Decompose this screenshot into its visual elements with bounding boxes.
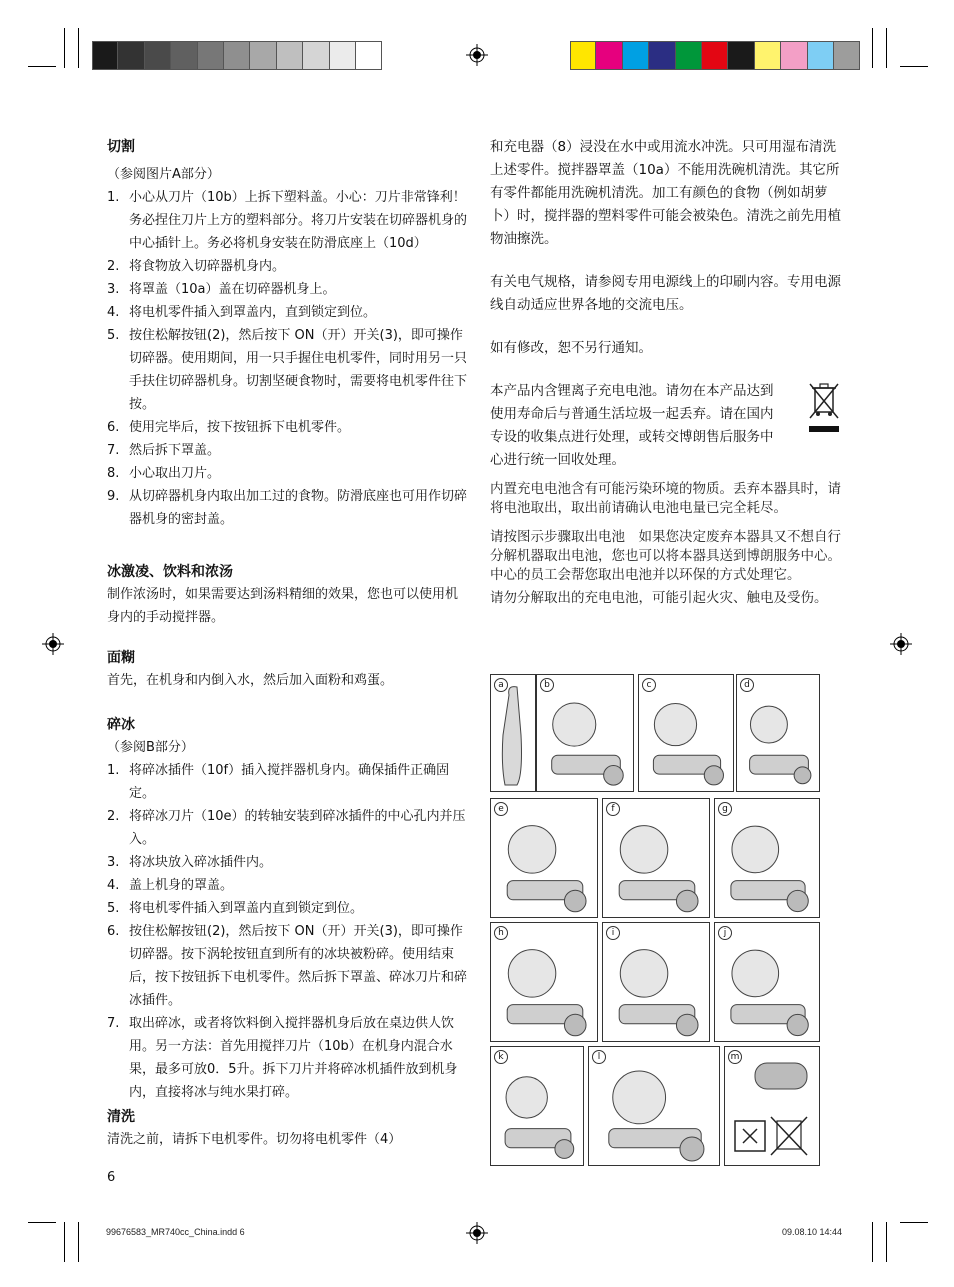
list-item-number: 7. [107, 443, 120, 458]
figure-illustration [715, 799, 820, 918]
figure-label: d [740, 678, 754, 692]
list-item-number: 5. [107, 901, 120, 916]
list-item-number: 9. [107, 489, 120, 504]
color-swatch [781, 42, 807, 69]
figure-label: c [642, 678, 656, 692]
color-swatch [356, 42, 382, 69]
paragraph: 有关电气规格，请参阅专用电源线上的印刷内容。专用电源线自动适应世界各地的交流电压。 [490, 274, 841, 313]
figure-panel-k [490, 1046, 584, 1166]
figure-panel-i [602, 922, 710, 1042]
paragraph: 和充电器（8）浸没在水中或用流水冲洗。只可用湿布清洗上述零件。搅拌器罩盖（10a）不能用洗碗机清洗。其它所有零件都能用洗碗机清洗。加工有颜色的食物（例如胡萝卜）时，搅拌器的塑料零件可能会被染色。清洗之前先用植物油擦洗。 [490, 139, 841, 247]
figure-panel-b [536, 674, 634, 792]
figure-label: e [494, 802, 508, 816]
color-swatch [118, 42, 144, 69]
figure-illustration [589, 1047, 720, 1166]
figure-label: j [718, 926, 732, 940]
battery-disposal-paragraph: 本产品内含锂离子充电电池。请勿在本产品达到使用寿命后与普通生活垃圾一起丢弃。请在国内专设的收集点进行处理，或转交博朗售后服务中心进行统一回收处理。 [490, 383, 774, 468]
color-swatch [171, 42, 197, 69]
registration-mark-icon [466, 1222, 488, 1244]
process-color-bar [570, 41, 860, 70]
list-item-number: 3. [107, 282, 120, 297]
paragraph: 如有修改，恕不另行通知。 [490, 340, 652, 356]
list-item-text: 将碎冰插件（10f）插入搅拌器机身内。确保插件正确固定。 [129, 763, 450, 801]
figure-label: h [494, 926, 508, 940]
crop-mark [28, 66, 56, 67]
crop-mark [78, 28, 79, 68]
list-item-number: 2. [107, 259, 120, 274]
color-swatch [596, 42, 622, 69]
figure-panel-h [490, 922, 598, 1042]
list-item [107, 186, 467, 255]
figure-illustration [737, 675, 820, 792]
color-swatch [834, 42, 860, 69]
list-item-text: 小心取出刀片。 [129, 466, 221, 481]
list-item [107, 439, 467, 462]
figure-label: f [606, 802, 620, 816]
list-item [107, 278, 467, 301]
figure-label: l [592, 1050, 606, 1064]
page-number: 6 [107, 1170, 116, 1185]
paragraph: 内置充电电池含有可能污染环境的物质。丢弃本器具时，请将电池取出，取出前请确认电池电量已完全耗尽。 [490, 481, 841, 516]
section-title-batter: 面糊 [107, 650, 135, 666]
list-item-text: 小心从刀片（10b）上拆下塑料盖。小心：刀片非常锋利！务必捏住刀片上方的塑料部分。将刀片安装在切碎器机身的中心插针上。务必将机身安装在防滑底座上（10d） [129, 190, 468, 251]
figure-illustration [537, 675, 634, 792]
figure-label: g [718, 802, 732, 816]
figure-illustration [715, 923, 820, 1042]
figure-illustration [491, 923, 598, 1042]
list-item-text: 按住松解按钮(2)，然后按下 ON（开）开关(3)，即可操作切碎器。按下涡轮按钮直到所有的冰块被粉碎。使用结束后，按下按钮拆下电机零件。然后拆下罩盖、碎冰刀片和碎冰插件。 [129, 924, 468, 1008]
list-item [107, 851, 467, 874]
paragraph: 请勿分解取出的充电电池，可能引起火灾、触电及受伤。 [490, 590, 828, 606]
list-item [107, 874, 467, 897]
figure-label: a [494, 678, 508, 692]
list-item [107, 301, 467, 324]
crop-mark [900, 1222, 928, 1223]
crop-mark [872, 28, 873, 68]
color-swatch [649, 42, 675, 69]
list-item-text: 将食物放入切碎器机身内。 [129, 259, 286, 274]
list-item-text: 将电机零件插入到罩盖内直到锁定到位。 [129, 901, 364, 916]
list-item [107, 324, 467, 416]
section-ref: （参阅B部分） [107, 740, 194, 755]
crop-mark [872, 1222, 873, 1262]
figure-illustration [725, 1047, 820, 1166]
paragraph: 中心的员工会帮您取出电池并以环保的方式处理它。 [490, 567, 801, 583]
list-item [107, 805, 467, 851]
list-item-number: 5. [107, 328, 120, 343]
color-swatch [224, 42, 250, 69]
paragraph: 请按图示步骤取出电池 如果您决定废弃本器具又不想自行分解机器取出电池，您也可以将本器具送到博朗服务中心。 [490, 529, 841, 564]
color-swatch [623, 42, 649, 69]
footer-date: 09.08.10 14:44 [782, 1227, 843, 1237]
color-swatch [330, 42, 356, 69]
section-title-cleaning: 清洗 [107, 1109, 135, 1125]
list-item-number: 1. [107, 190, 120, 205]
figure-illustration [491, 675, 536, 792]
weee-crossed-bin-icon [806, 380, 842, 436]
crop-mark [78, 1222, 79, 1262]
figure-illustration [603, 923, 710, 1042]
crop-mark [64, 1222, 65, 1262]
list-item [107, 897, 467, 920]
section-ref: （参阅图片A部分） [107, 167, 220, 182]
section-title-cutting: 切割 [107, 139, 135, 155]
list-item-text: 然后拆下罩盖。 [129, 443, 221, 458]
color-swatch [728, 42, 754, 69]
list-item-number: 3. [107, 855, 120, 870]
list-item-number: 1. [107, 763, 120, 778]
figure-panel-m [724, 1046, 820, 1166]
list-item-number: 6. [107, 924, 120, 939]
figure-panel-j [714, 922, 820, 1042]
figure-panel-a [490, 674, 536, 792]
section-title-smoothie: 冰激凌、饮料和浓汤 [107, 564, 233, 580]
crop-mark [886, 1222, 887, 1262]
figure-panel-l [588, 1046, 720, 1166]
list-item-number: 4. [107, 305, 120, 320]
list-item-text: 将碎冰刀片（10e）的转轴安装到碎冰插件的中心孔内并压入。 [129, 809, 466, 847]
cutting-steps-list [107, 186, 467, 531]
figure-panel-e [490, 798, 598, 918]
list-item-text: 使用完毕后，按下按钮拆下电机零件。 [129, 420, 351, 435]
color-swatch [755, 42, 781, 69]
paragraph: 清洗之前，请拆下电机零件。切勿将电机零件（4） [107, 1132, 402, 1147]
figure-panel-g [714, 798, 820, 918]
list-item-text: 从切碎器机身内取出加工过的食物。防滑底座也可用作切碎器机身的密封盖。 [129, 489, 468, 527]
color-swatch [145, 42, 171, 69]
crop-mark [64, 28, 65, 68]
registration-mark-icon [890, 633, 912, 655]
figure-illustration [491, 799, 598, 918]
color-swatch [277, 42, 303, 69]
registration-mark-icon [42, 633, 64, 655]
list-item-number: 6. [107, 420, 120, 435]
color-swatch [702, 42, 728, 69]
color-swatch [570, 42, 596, 69]
color-swatch [303, 42, 329, 69]
list-item [107, 485, 467, 531]
figure-label: m [728, 1050, 742, 1064]
figure-illustration [639, 675, 734, 792]
grayscale-color-bar [92, 41, 382, 70]
crop-mark [28, 1222, 56, 1223]
color-swatch [676, 42, 702, 69]
list-item-number: 2. [107, 809, 120, 824]
figure-illustration [603, 799, 710, 918]
list-item-number: 8. [107, 466, 120, 481]
crop-mark [886, 28, 887, 68]
right-column [490, 136, 842, 608]
paragraph: 制作浓汤时，如果需要达到汤料精细的效果，您也可以使用机身内的手动搅拌器。 [107, 587, 459, 625]
registration-mark-icon [466, 44, 488, 66]
list-item-text: 将冰块放入碎冰插件内。 [129, 855, 273, 870]
list-item-number: 4. [107, 878, 120, 893]
figure-label: i [606, 926, 620, 940]
list-item [107, 920, 467, 1012]
list-item-text: 按住松解按钮(2)，然后按下 ON（开）开关(3)，即可操作切碎器。使用期间，用一只手握住电机零件，同时用另一只手扶住切碎器机身。切割坚硬食物时，需要将电机零件往下按。 [129, 328, 468, 412]
crop-mark [900, 66, 928, 67]
figure-panel-d [736, 674, 820, 792]
figure-panel-f [602, 798, 710, 918]
list-item-text: 盖上机身的罩盖。 [129, 878, 234, 893]
list-item [107, 255, 467, 278]
figure-label: k [494, 1050, 508, 1064]
list-item [107, 1012, 467, 1104]
paragraph: 首先，在机身和内倒入水，然后加入面粉和鸡蛋。 [107, 673, 394, 688]
ice-steps-list [107, 759, 467, 1104]
list-item-text: 取出碎冰，或者将饮料倒入搅拌器机身后放在桌边供人饮用。另一方法：首先用搅拌刀片（10b）在机身内混合水果，最多可放0．5升。拆下刀片并将碎冰机插件放到机身内，直接将冰与纯水果打碎。 [129, 1016, 458, 1100]
left-column [107, 136, 467, 1151]
footer-file-name: 99676583_MR740cc_China.indd 6 [106, 1227, 245, 1237]
color-swatch [92, 42, 118, 69]
figure-label: b [540, 678, 554, 692]
list-item-text: 将电机零件插入到罩盖内，直到锁定到位。 [129, 305, 377, 320]
color-swatch [198, 42, 224, 69]
figure-panel-c [638, 674, 734, 792]
color-swatch [808, 42, 834, 69]
list-item [107, 462, 467, 485]
section-title-ice: 碎冰 [107, 717, 135, 733]
figure-illustration [491, 1047, 584, 1166]
list-item [107, 416, 467, 439]
list-item-text: 将罩盖（10a）盖在切碎器机身上。 [129, 282, 336, 297]
list-item-number: 7. [107, 1016, 120, 1031]
list-item [107, 759, 467, 805]
color-swatch [250, 42, 276, 69]
